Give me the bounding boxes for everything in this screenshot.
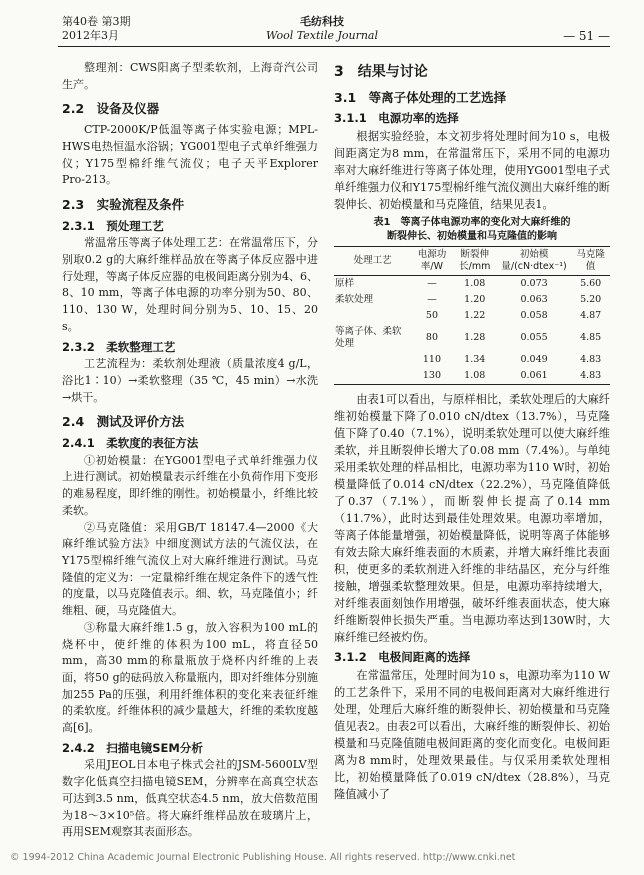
- table-cell: 0.049: [520, 354, 548, 365]
- section-2-2-heading: 2.2 设备及仪器: [62, 101, 160, 117]
- table-cell: 等离子体、柔软处理: [335, 326, 402, 349]
- table-cell: 1.08: [464, 278, 486, 289]
- issue-date: 2012年3月: [62, 29, 119, 42]
- section-2-4-1-heading: 2.4.1 柔软度的表征方法: [62, 436, 199, 451]
- table-row: [334, 352, 610, 368]
- journal-title-cn: 毛纺科技: [300, 15, 344, 28]
- table-cell: —: [427, 278, 437, 289]
- header-rule: [58, 46, 610, 47]
- table-cell: 5.60: [580, 278, 602, 289]
- power-results-text: 由表1可以看出，与原样相比，柔软处理后的大麻纤维初始模量下降了0.010 cN/dtex（13.7%），马克隆值下降了0.40（7.1%），说明柔软处理可以使大麻纤维柔软，并且断裂伸长增大了0.08 mm（7.4%）。与单纯采用柔软处理的样品相比，电源功率为110 W时，初始模量降低了0.014 cN/dtex（22.2%），马克隆值降低了0.37（7.1%），而断裂伸长提高了0.14 mm（11.7%），此时达到最佳处理效果。电源功率增加，等离子体能量增强，初始模量降低，说明等离子体能够有效去除大麻纤维表面的木质素，并增大麻纤维比表面积，使更多的柔软剂进入纤维的非结晶区，充分与纤维接触，增强柔软整理效果。但是，电源功率持续增大，对纤维表面刻蚀作用增强，破坏纤维表面状态，使大麻纤维断裂伸长损失严重。当电源功率达到130W时，大麻纤维已经被灼伤。: [334, 393, 610, 644]
- journal-title-en: Wool Textile Journal: [265, 29, 378, 42]
- section-2-3-1-heading: 2.3.1 预处理工艺: [62, 218, 164, 233]
- page-number: — 51 —: [563, 29, 610, 43]
- section-2-4-2-heading: 2.4.2 扫描电镜SEM分析: [62, 740, 203, 755]
- table-row: [334, 308, 610, 324]
- section-2-4-heading: 2.4 测试及评价方法: [62, 414, 185, 430]
- table-1-title-line1: 表1 等离子体电源功率的变化对大麻纤维的: [373, 217, 571, 228]
- table-cell: 1.08: [453, 368, 497, 385]
- table-cell: 4.83: [571, 368, 610, 385]
- section-3-1-heading: 3.1 等离子体处理的工艺选择: [334, 90, 507, 105]
- table-cell: 0.063: [520, 294, 548, 305]
- section-3-1-2-heading: 3.1.2 电极间距离的选择: [334, 650, 471, 664]
- table-cell: 0.055: [520, 332, 548, 343]
- right-column: [334, 60, 610, 803]
- table-1-title-line2: 断裂伸长、初始模量和马克隆值的影响: [387, 231, 557, 242]
- soft-finish-text: 工艺流程为：柔软剂处理液（质量浓度4 g/L，浴比1∶10）→柔软整理（35 ℃，45 min）→水洗→烘干。: [62, 357, 318, 404]
- table-header: 初始模量/(cN·dtex⁻¹): [497, 247, 572, 276]
- finishing-agent-text: 整理剂：CWS阳离子型柔软剂，上海奇汽公司生产。: [62, 61, 318, 91]
- table-cell: 80: [425, 332, 438, 343]
- table-cell: 0.073: [520, 278, 548, 289]
- table-cell: 1.34: [464, 354, 486, 365]
- table-header: 马克隆值: [571, 247, 610, 276]
- table-row: [334, 276, 610, 293]
- equipment-text: CTP-2000K/P低温等离子体实验电源；MPL-HWS电热恒温水浴锅；YG001型电子式单纤维强力仪；Y175型棉纤维气流仪；电子天平Explorer Pro-213。: [62, 123, 318, 187]
- table-header: 处理工艺: [334, 247, 411, 276]
- table-header: 断裂伸长/mm: [453, 247, 497, 276]
- left-column: [62, 60, 318, 841]
- section-2-3-2-heading: 2.3.2 柔软整理工艺: [62, 339, 176, 354]
- section-3-1-1-heading: 3.1.1 电源功率的选择: [334, 111, 459, 125]
- table-cell: 130: [411, 368, 452, 385]
- table-cell: 0.058: [520, 310, 548, 321]
- table-1-caption: [334, 216, 610, 244]
- table-cell: 4.83: [580, 354, 602, 365]
- table-cell: 1.20: [464, 294, 486, 305]
- table-row: [334, 368, 610, 385]
- table-row: [334, 324, 610, 352]
- table-cell: [334, 368, 411, 385]
- table-cell: [334, 352, 411, 368]
- table-cell: 110: [422, 354, 442, 365]
- table-cell: 5.20: [580, 294, 602, 305]
- table-row: [334, 292, 610, 308]
- copyright-footer: © 1994-2012 China Academic Journal Electronic Publishing House. All rights reserved. http://www.cnki.net: [10, 852, 516, 863]
- section-3-heading: 3 结果与讨论: [334, 64, 428, 80]
- page-number-box: [430, 15, 610, 43]
- table-cell: 50: [425, 310, 438, 321]
- table-cell: 4.87: [580, 310, 602, 321]
- table-cell: —: [427, 294, 437, 305]
- volume-issue: 第40卷 第3期: [62, 15, 131, 28]
- table-cell: 1.28: [464, 332, 486, 343]
- method-initial-modulus: ①初始模量：在YG001型电子式单纤维强力仪上进行测试。初始模量表示纤维在小负荷作用下变形的难易程度，即纤维的刚性。初始模量小，纤维比较柔软。: [62, 453, 318, 517]
- table-header: 电源功率/W: [411, 247, 452, 276]
- method-micronaire: ②马克隆值：采用GB/T 18147.4—2000《大麻纤维试验方法》中细度测试方法的气流仪法，在Y175型棉纤维气流仪上对大麻纤维进行测试。马克隆值的定义为：一定量棉纤维在规定条件下的透气性的度量，以马克隆值表示。细、软，马克隆值小；纤维粗、硬，马克隆值大。: [62, 520, 318, 618]
- table-cell: 柔软处理: [335, 294, 374, 305]
- power-selection-text: 根据实验经验，本文初步将处理时间为10 s，电极间距离定为8 mm，在常温常压下，采用不同的电源功率对大麻纤维进行等离子体处理，使用YG001型电子式单纤维强力仪和Y175型棉纤维气流仪测出大麻纤维的断裂伸长、初始模量和马克隆值，结果见表1。: [334, 130, 610, 211]
- table-cell: 4.85: [580, 332, 602, 343]
- table-1: [334, 246, 610, 385]
- pretreatment-text: 常温常压等离子体处理工艺：在常温常压下，分别取0.2 g的大麻纤维样品放在等离子体反应器中进行处理，等离子体反应器的电极间距离分别为4、6、8、10 mm，等离子体电源的功率分别为50、80、110、130 W，处理时间分别为5、10、15、20 s。: [62, 236, 318, 333]
- section-2-3-heading: 2.3 实验流程及条件: [62, 196, 185, 212]
- table-cell: 原样: [335, 278, 355, 289]
- method-volume: ③称量大麻纤维1.5 g，放入容积为100 mL的烧杯中，使纤维的体积为100 mL，将直径50 mm，高30 mm的称量瓶放于烧杯内纤维的上表面，将50 g的砝码放入称量瓶内，即对纤维体分别施加255 Pa的压强，利用纤维体积的变化来表征纤维的柔软度。纤维体积的减少量越大，纤维的柔软度越高[6]。: [62, 620, 318, 735]
- sem-text: 采用JEOL日本电子株式会社的JSM-5600LV型数字化低真空扫描电镜SEM，分辨率在高真空状态可达到3.5 nm，低真空状态4.5 nm，放大倍数范围为18～3×10⁵倍。将大麻纤维样品放在玻璃片上，再用SEM观察其表面形态。: [62, 758, 318, 839]
- table-cell: 1.22: [464, 310, 486, 321]
- table-cell: 0.061: [497, 368, 572, 385]
- table-cell: [334, 308, 411, 324]
- electrode-distance-text: 在常温常压，处理时间为10 s，电源功率为110 W的工艺条件下，采用不同的电极间距离对大麻纤维进行处理，处理后大麻纤维的断裂伸长、初始模量和马克隆值见表2。由表2可以看出，大麻纤维的断裂伸长、初始模量和马克隆值随电极间距离的变化而变化。电极间距离为8 mm时，处理效果最佳。与仅采用柔软处理相比，初始模量降低了0.019 cN/dtex（28.8%），马克隆值减小了: [334, 669, 610, 801]
